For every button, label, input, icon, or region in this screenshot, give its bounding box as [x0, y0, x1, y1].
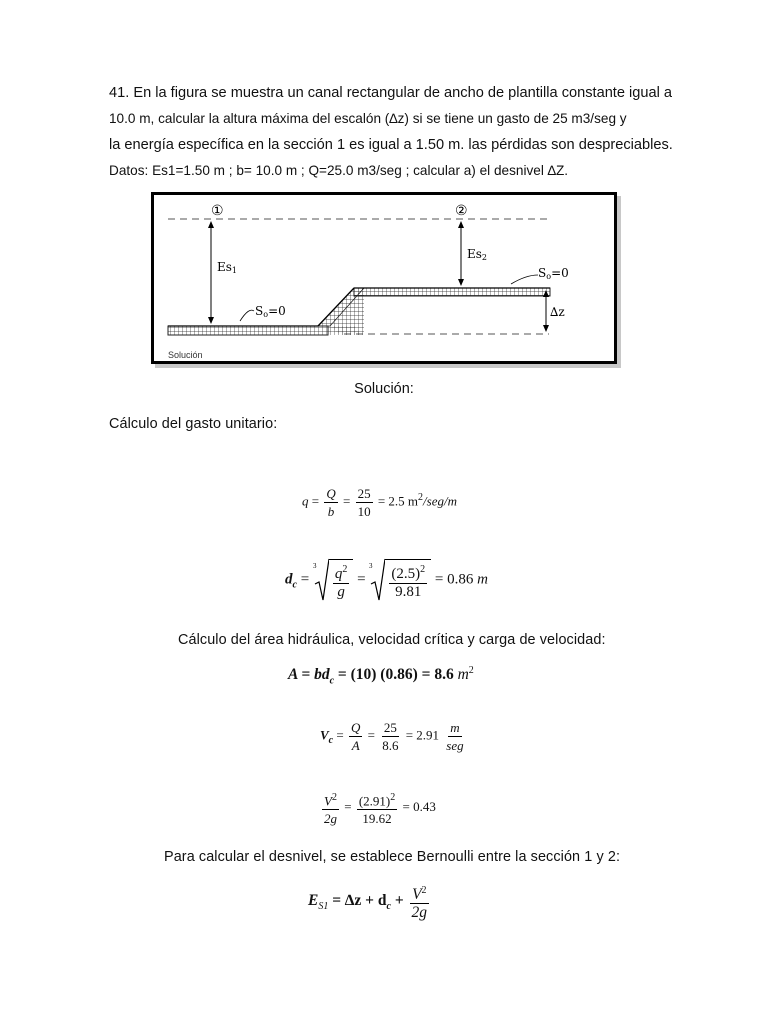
eq-vel-den2: 19.62 — [362, 811, 392, 827]
hydraulic-area-heading: Cálculo del área hidráulica, velocidad crítica y carga de velocidad: — [178, 632, 606, 648]
so1-label: So=0 — [255, 304, 286, 319]
eq-bern-mid: = ∆z + d — [332, 892, 387, 910]
eq-q-result: = 2.5 m — [377, 493, 419, 509]
problem-line-2: 10.0 m, calcular la altura máxima del escalón (∆z) si se tiene un gasto de 25 m3/seg y — [109, 111, 627, 126]
eq-bern-lhs-sub: S1 — [318, 901, 329, 913]
channel-bed-low — [168, 326, 328, 335]
equation-critical-depth: $d_c$ = 3 $\frac{q^2}{g}$ = 3 $\frac{(2.5)^2}{9.81}$ = 0.86 m — [285, 558, 488, 602]
channel-diagram — [154, 195, 614, 361]
problem-statement — [109, 80, 673, 184]
eq-vc-lhs: V — [320, 727, 329, 743]
eq-q-num1: Q — [326, 486, 336, 501]
eq-bern-lhs: E — [308, 892, 319, 910]
eq-vc-num2: 25 — [383, 720, 397, 735]
eq-vc-result: = 2.91 — [405, 727, 440, 743]
eq-vc-unit — [444, 719, 465, 754]
eq-vc-den2: 8.6 — [382, 738, 399, 753]
eq-vc-frac-symbolic — [349, 719, 362, 754]
eq-vc-frac-numeric — [380, 719, 400, 754]
equation-unit-discharge: q = $\frac{Q}{b}$ = $\frac{25}{10}$ = 2.5 $m^2/seg/m$ — [302, 486, 457, 519]
eq-dc-cuberoot-symbolic — [313, 558, 354, 602]
eq-bern-frac — [410, 882, 430, 921]
eq-dc-lhs-sub: c — [292, 579, 297, 591]
eq-vc-unit-den: seg — [446, 738, 464, 753]
es1-arrow-head-bottom — [208, 317, 214, 324]
channel-figure — [151, 192, 617, 364]
es2-arrow-head-bottom — [458, 279, 464, 286]
problem-line-3: la energía específica en la sección 1 es igual a 1.50 m. las pérdidas son despreciables. — [109, 137, 673, 153]
eq-q-result-exp: 2 — [418, 492, 424, 504]
section-1-marker: ① — [211, 203, 224, 219]
eq-q-lhs: q — [302, 493, 309, 509]
section-2-marker: ② — [455, 203, 468, 219]
eq-area-lhs: A = bd — [288, 666, 330, 684]
eq-bern-mid-sub: c — [386, 901, 391, 913]
so1-leader — [240, 310, 254, 321]
problem-data-line: Datos: Es1=1.50 m ; b= 10.0 m ; Q=25.0 m3/seg ; calcular a) el desnivel ∆Z. — [109, 163, 569, 178]
cube-root-index: 3 — [369, 562, 373, 570]
eq-vel-num2: (2.91) — [358, 793, 391, 809]
eq-vc-lhs-sub: c — [328, 735, 334, 747]
problem-line-1: 41. En la figura se muestra un canal rectangular de ancho de plantilla constante igual a — [109, 85, 673, 101]
solution-title: Solución: — [354, 381, 414, 397]
eq-area-unit-exp: 2 — [468, 665, 474, 676]
cube-root-sign-icon — [369, 558, 385, 602]
es1-arrow-head-top — [208, 221, 214, 228]
dz-label: ∆z — [550, 305, 565, 319]
eq-dc-radicand-1 — [329, 559, 354, 601]
eq-dc-num1-exp: 2 — [342, 564, 348, 575]
equation-bernoulli — [308, 882, 431, 921]
eq-dc-cuberoot-numeric — [369, 558, 431, 602]
eq-dc-unit: m — [477, 571, 488, 588]
eq-vel-den: 2g — [324, 811, 337, 827]
eq-bern-num: V — [412, 886, 422, 904]
eq-dc-lhs: d — [285, 571, 293, 588]
eq-dc-den2: 9.81 — [395, 584, 422, 600]
eq-vel-num: V — [324, 793, 332, 809]
eq-q-frac-symbolic — [324, 485, 337, 520]
eq-vc-den1: A — [351, 738, 360, 753]
es2-arrow-head-top — [458, 221, 464, 228]
es2-label: Es2 — [467, 247, 488, 262]
channel-bed-high — [354, 288, 550, 296]
eq-q-result-unit: /seg/m — [423, 493, 457, 509]
eq-vc-unit-num: m — [450, 720, 460, 735]
eq-q-den1: b — [327, 504, 335, 519]
equation-velocity-head: $\frac{V^2}{2g}$ = $\frac{(2.91)^2}{19.62}$ = 0.43 — [320, 789, 436, 827]
eq-dc-den1: g — [337, 584, 345, 600]
dz-arrow-head-bottom — [543, 325, 549, 332]
bernoulli-heading: Para calcular el desnivel, se establece Bernoulli entre la sección 1 y 2: — [164, 849, 621, 865]
eq-area-result: = (10) (0.86) = 8.6 — [337, 666, 454, 684]
eq-vc-num1: Q — [350, 720, 361, 735]
eq-dc-result: = 0.86 — [434, 571, 474, 588]
unit-discharge-heading: Cálculo del gasto unitario: — [109, 416, 278, 432]
eq-vel-num-exp: 2 — [331, 792, 337, 803]
eq-bern-num-exp: 2 — [421, 885, 427, 896]
eq-vel-frac-numeric — [357, 789, 397, 827]
eq-area-unit: m — [457, 666, 469, 684]
eq-dc-radicand-2 — [385, 559, 431, 601]
figure-caption-fragment: Solución — [168, 350, 203, 360]
eq-vel-num2-exp: 2 — [390, 792, 396, 803]
eq-dc-num2: (2.5) — [391, 566, 421, 582]
eq-vel-result: = 0.43 — [402, 799, 436, 815]
cube-root-index: 3 — [312, 562, 317, 570]
eq-q-frac-numeric — [356, 485, 373, 520]
eq-bern-plus: + — [394, 892, 404, 910]
equation-critical-velocity: $V_c$ = $\frac{Q}{A}$ = $\frac{25}{8.6}$ = 2.91 $\frac{m}{\text{seg}}$ — [320, 720, 464, 753]
eq-bern-den: 2g — [411, 904, 428, 922]
eq-dc-num2-exp: 2 — [420, 564, 426, 575]
equation-area — [288, 665, 474, 686]
es1-label: Es1 — [217, 260, 238, 275]
eq-dc-num1: q — [334, 566, 343, 582]
cube-root-sign-icon — [313, 558, 329, 602]
eq-vel-frac-symbolic — [322, 789, 339, 827]
eq-q-num2: 25 — [357, 486, 371, 501]
eq-area-lhs-sub: c — [329, 675, 335, 687]
so2-label: So=0 — [538, 266, 569, 281]
so2-leader — [511, 275, 538, 284]
eq-q-den2: 10 — [357, 504, 371, 519]
